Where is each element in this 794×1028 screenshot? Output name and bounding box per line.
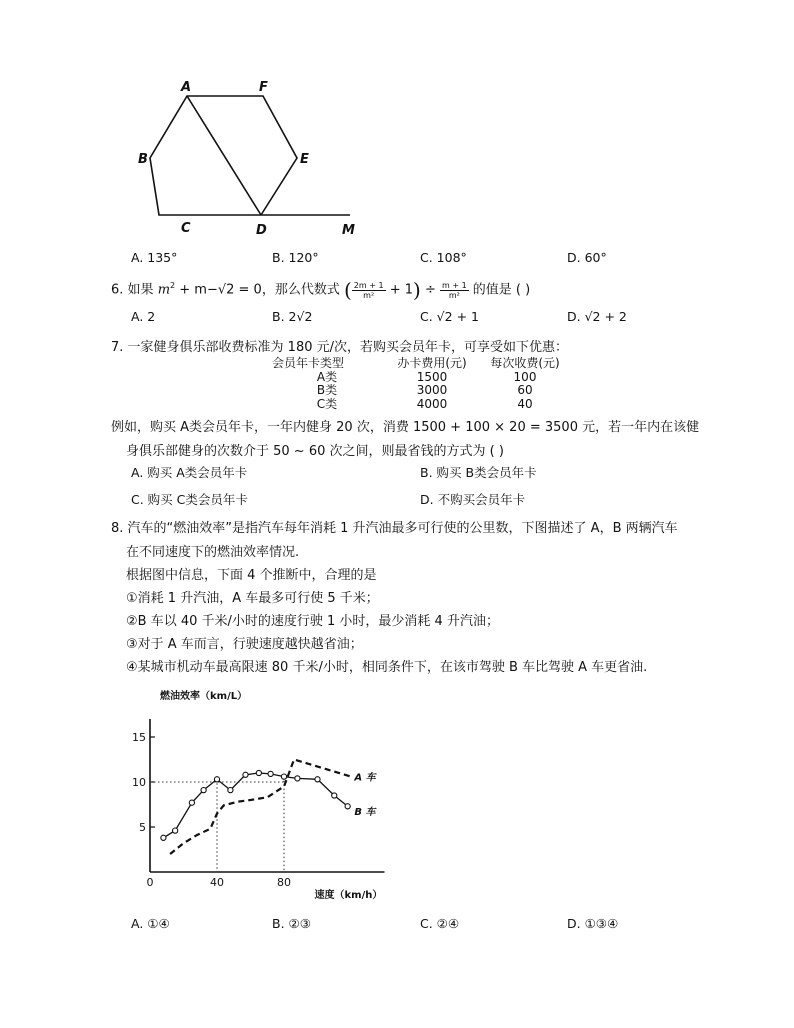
table-row: C类 4000 40 bbox=[316, 396, 533, 411]
x-tick-label: 80 bbox=[277, 876, 291, 889]
series-a-point bbox=[345, 804, 350, 809]
series-a-point bbox=[243, 772, 248, 777]
table-header-row: 会员年卡类型 办卡费用(元) 每次收费(元) bbox=[272, 356, 560, 370]
q8-stem-line3: 根据图中信息，下面 4 个推断中，合理的是 bbox=[126, 568, 377, 583]
series-a-point bbox=[256, 770, 261, 775]
q8-option-d[interactable]: D. ①③④ bbox=[567, 916, 619, 931]
y-tick-label: 5 bbox=[139, 821, 146, 834]
series-a-point bbox=[189, 800, 194, 805]
q8-statement-2: ②B 车以 40 千米/小时的速度行驶 1 小时，最少消耗 4 升汽油； bbox=[126, 614, 499, 629]
y-tick-label: 15 bbox=[132, 731, 146, 744]
q6-option-c[interactable]: C. √2 + 1 bbox=[420, 309, 479, 324]
label-B: B bbox=[138, 152, 148, 167]
hexagon-figure bbox=[130, 72, 370, 242]
q7-example-line2: 身俱乐部健身的次数介于 50 ~ 60 次之间，则最省钱的方式为 ( ) bbox=[126, 444, 504, 459]
q7-option-a[interactable]: A. 购买 A类会员年卡 bbox=[131, 465, 248, 480]
label-D: D bbox=[256, 223, 267, 238]
q8-statement-3: ③对于 A 车而言，行驶速度越快越省油； bbox=[126, 637, 363, 652]
curve-label-upper: A 车 bbox=[354, 772, 376, 784]
q8-option-a[interactable]: A. ①④ bbox=[131, 916, 170, 931]
q8-stem-line2: 在不同速度下的燃油效率情况. bbox=[126, 545, 300, 560]
series-a-point bbox=[161, 835, 166, 840]
label-E: E bbox=[300, 152, 309, 167]
q7-option-b[interactable]: B. 购买 B类会员年卡 bbox=[420, 465, 537, 480]
q6-stem: 6. 如果 $m^2 + m-√2 = 0$，那么代数式 ( $\frac{2m + 1}{\text{m²}}$ + 1) ÷ $\frac{m + 1}{\text{m²}}$ 的值是 ( ) bbox=[111, 278, 531, 302]
q7-example-line1: 例如，购买 A类会员年卡，一年内健身 20 次，消费 1500 + 100 × 20 = 3500 元，若一年内在该健 bbox=[111, 420, 700, 435]
q8-option-c[interactable]: C. ②④ bbox=[420, 916, 460, 931]
q6-option-d[interactable]: D. √2 + 2 bbox=[567, 309, 627, 324]
x-tick-label: 0 bbox=[146, 876, 154, 889]
q6-option-b[interactable]: B. 2√2 bbox=[272, 309, 313, 324]
series-a-point bbox=[281, 774, 286, 779]
y-tick-label: 10 bbox=[132, 776, 146, 789]
q7-stem: 7. 一家健身俱乐部收费标准为 180 元/次，若购买会员年卡，可享受如下优惠： bbox=[111, 340, 568, 355]
series-a-point bbox=[173, 828, 178, 833]
q8-stem-line1: 8. 汽车的“燃油效率”是指汽车每年消耗 1 升汽油最多可行使的公里数，下图描述了 A，B 两辆汽车 bbox=[111, 521, 678, 536]
label-M: M bbox=[342, 223, 355, 238]
x-tick-label: 40 bbox=[210, 876, 224, 889]
label-C: C bbox=[181, 221, 191, 236]
table-row: B类 3000 60 bbox=[316, 383, 533, 397]
y-axis-label: 燃油效率（km/L） bbox=[160, 691, 248, 702]
label-A: A bbox=[181, 80, 192, 95]
q8-option-b[interactable]: B. ②③ bbox=[272, 916, 311, 931]
series-a-point bbox=[315, 777, 320, 782]
q6-option-a[interactable]: A. 2 bbox=[131, 309, 156, 324]
q5-option-d[interactable]: D. 60° bbox=[567, 250, 607, 265]
series-a-point bbox=[268, 771, 273, 776]
series-a-point bbox=[201, 788, 206, 793]
series-a-point bbox=[332, 793, 337, 798]
diagonal-ad bbox=[187, 96, 261, 215]
fuel-efficiency-chart bbox=[130, 685, 430, 905]
q7-option-d[interactable]: D. 不购买会员年卡 bbox=[420, 492, 526, 507]
label-F: F bbox=[259, 80, 268, 95]
q5-option-b[interactable]: B. 120° bbox=[272, 250, 319, 265]
q7-option-c[interactable]: C. 购买 C类会员年卡 bbox=[131, 492, 248, 507]
q8-statement-1: ①消耗 1 升汽油，A 车最多可行使 5 千米； bbox=[126, 591, 379, 606]
table-row: A类 1500 100 bbox=[316, 369, 537, 384]
series-a-point bbox=[214, 777, 219, 782]
q5-option-c[interactable]: C. 108° bbox=[420, 250, 467, 265]
series-a-point bbox=[295, 776, 300, 781]
curve-label-lower: B 车 bbox=[354, 807, 376, 818]
series-a-point bbox=[228, 788, 233, 793]
q8-statement-4: ④某城市机动车最高限速 80 千米/小时，相同条件下，在该市驾驶 B 车比驾驶 A 车更省油. bbox=[126, 660, 648, 675]
q7-fee-table bbox=[272, 357, 568, 411]
q5-option-a[interactable]: A. 135° bbox=[131, 250, 178, 265]
x-axis-label: 速度（km/h） bbox=[314, 890, 383, 901]
